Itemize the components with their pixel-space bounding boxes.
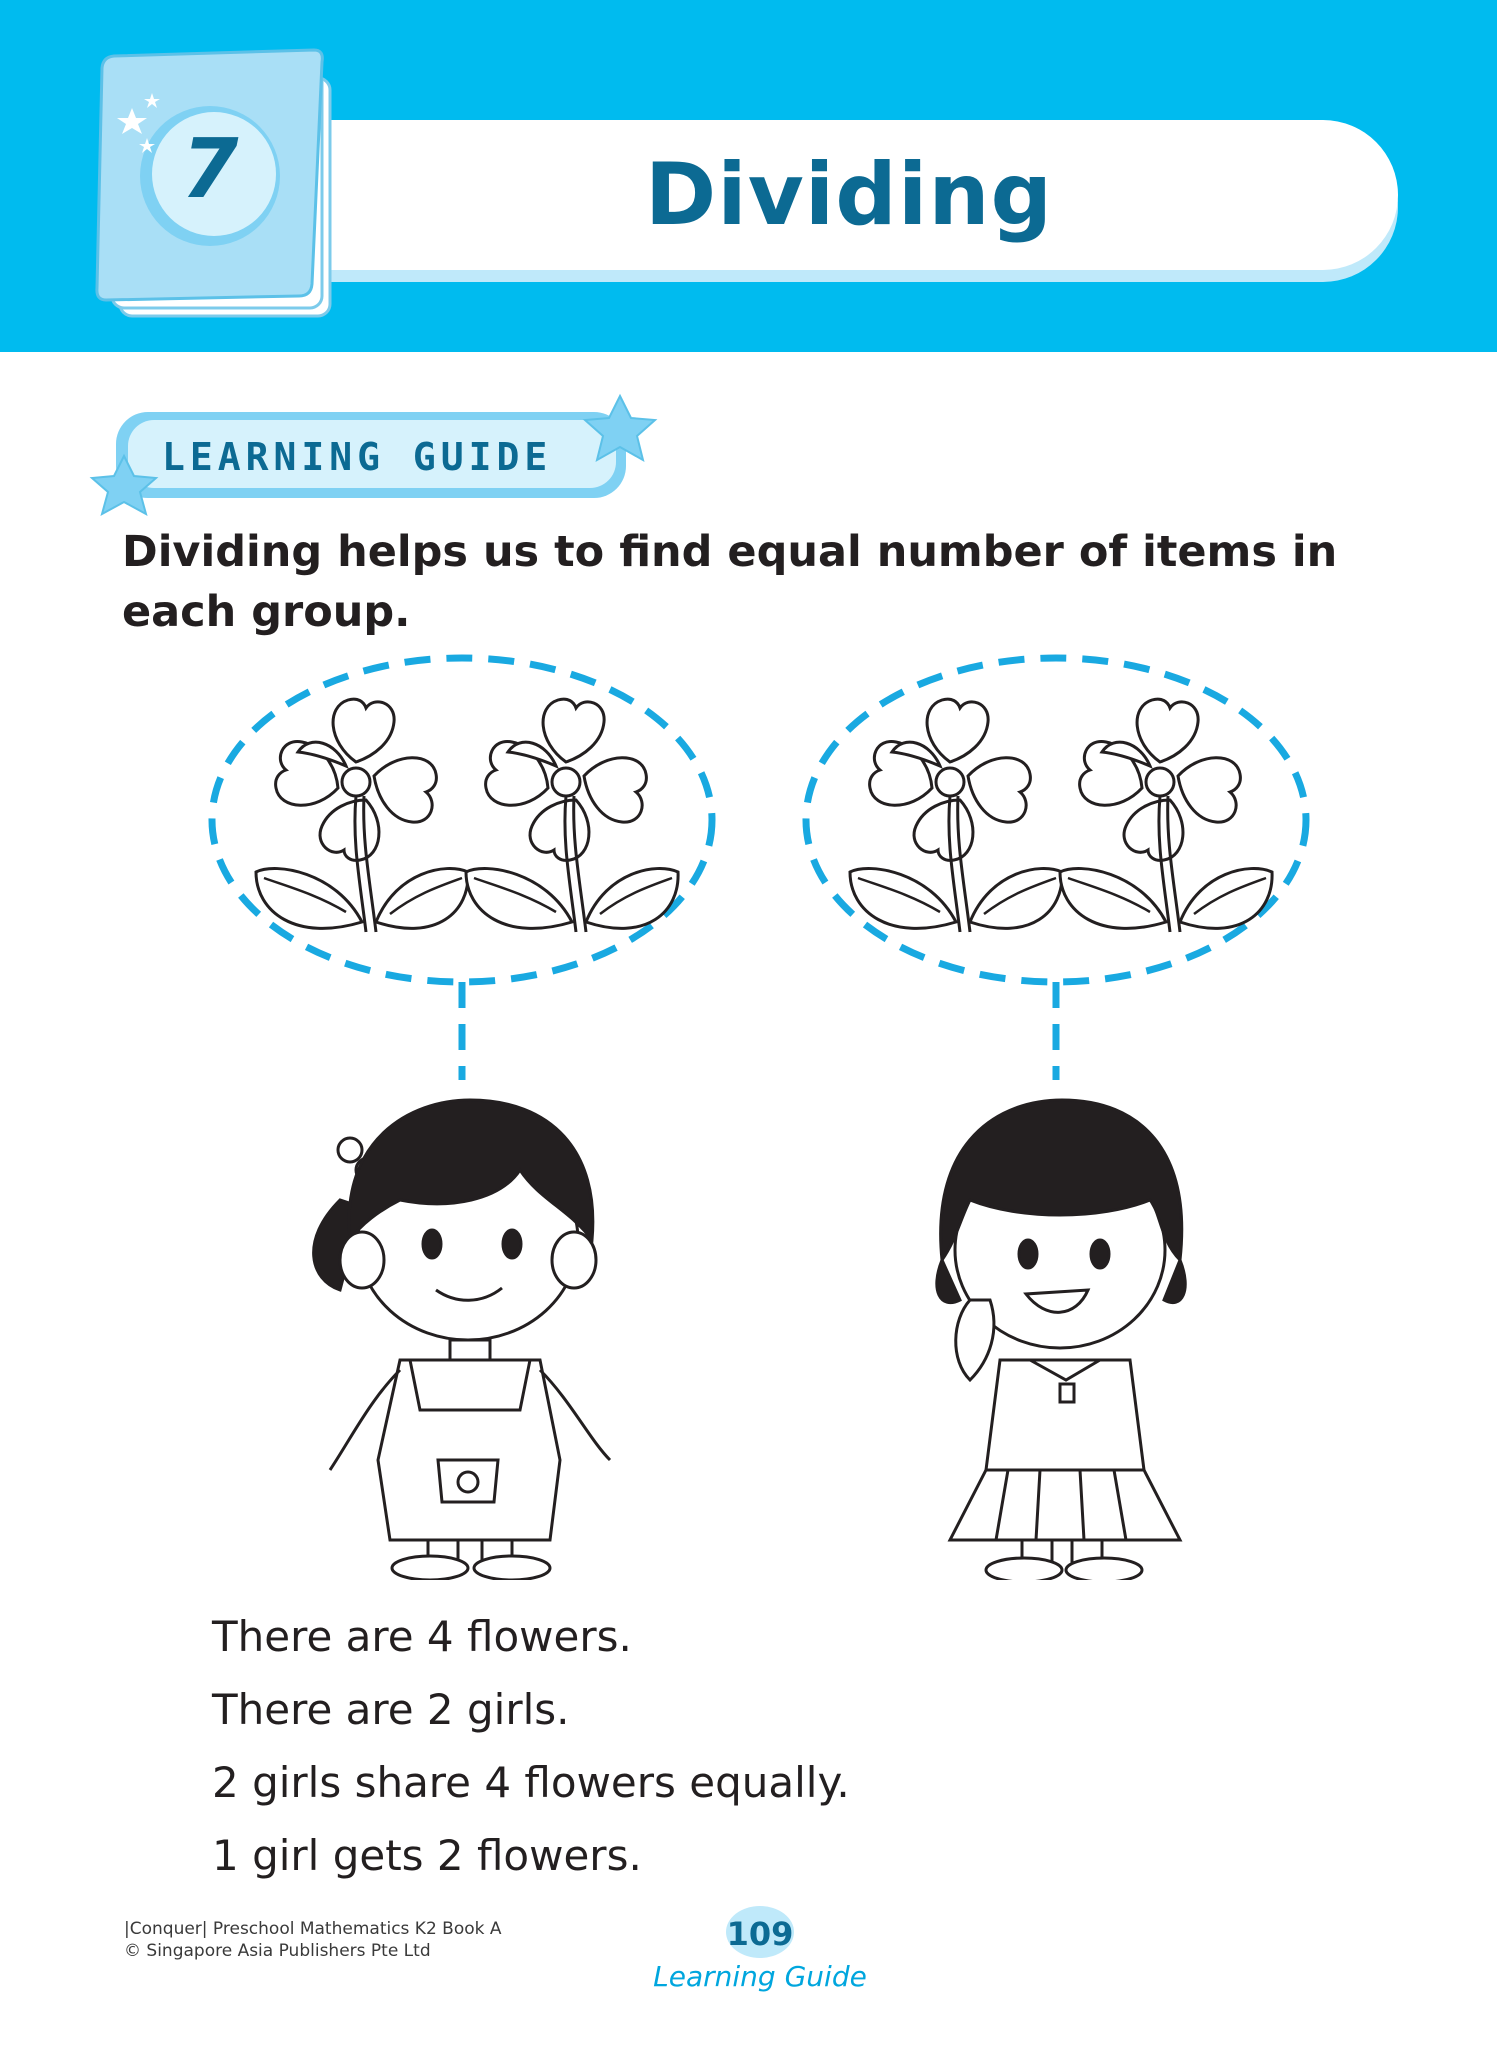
girl-right-icon bbox=[937, 1100, 1185, 1580]
fact-line: 2 girls share 4 flowers equally. bbox=[212, 1758, 850, 1807]
intro-text: Dividing helps us to find equal number of items in each group. bbox=[122, 527, 1338, 637]
fact-line: There are 4 flowers. bbox=[212, 1612, 632, 1661]
page-title: Dividing bbox=[644, 145, 1054, 245]
flower-group-right bbox=[806, 658, 1306, 982]
book-title: |Conquer| Preschool Mathematics K2 Book A bbox=[124, 1919, 502, 1939]
section-label: LEARNING GUIDE bbox=[162, 435, 553, 479]
page-number: 109 bbox=[726, 1915, 794, 1953]
flower-group-left bbox=[212, 658, 712, 982]
fact-line: 1 girl gets 2 flowers. bbox=[212, 1831, 642, 1880]
facts-list bbox=[212, 1600, 1212, 1892]
flower-icon bbox=[466, 699, 678, 932]
girl-left-icon bbox=[314, 1100, 610, 1580]
chapter-number: 7 bbox=[181, 122, 239, 217]
footer-section-name: Learning Guide bbox=[653, 1960, 867, 1993]
flower-icon bbox=[256, 699, 468, 932]
fact-line: There are 2 girls. bbox=[212, 1685, 570, 1734]
dividing-illustration bbox=[200, 640, 1350, 1580]
footer-credits bbox=[124, 1918, 624, 1962]
flower-icon bbox=[850, 699, 1062, 932]
flower-icon bbox=[1060, 699, 1272, 932]
copyright: © Singapore Asia Publishers Pte Ltd bbox=[124, 1941, 431, 1961]
